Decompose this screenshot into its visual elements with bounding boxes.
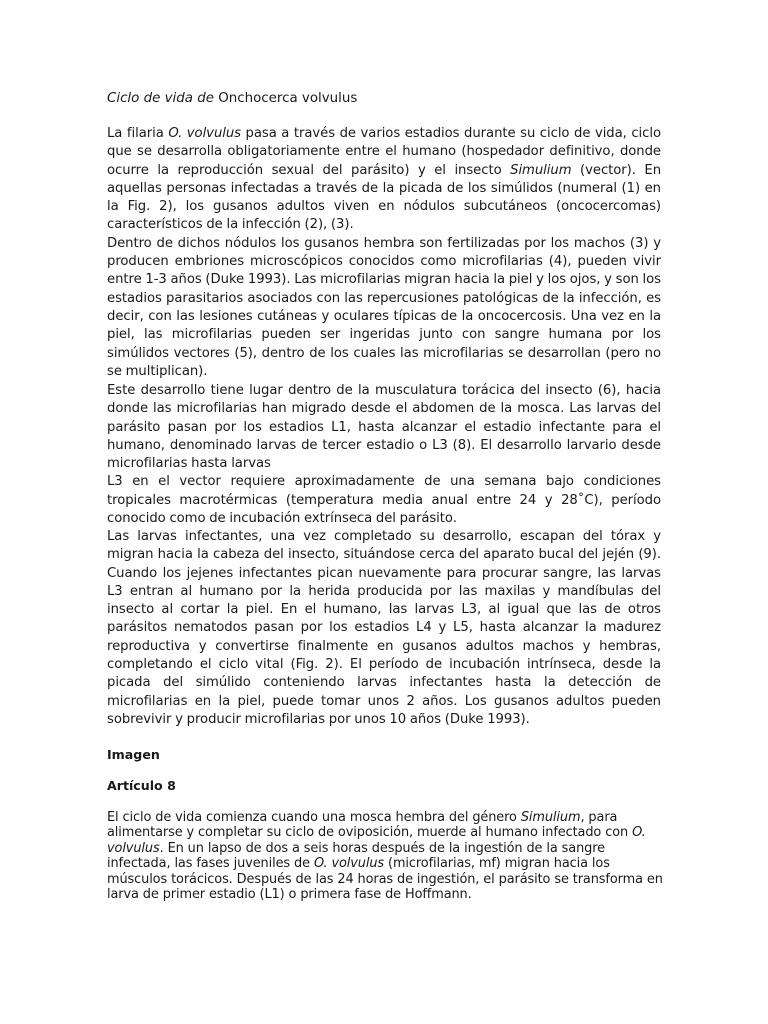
p2-text-1: Este desarrollo tiene lugar dentro de la musculatura torácica del insecto (6), hacia donde las microfilarias han migrado desde el abdomen de la mosca. Las larvas del parásito pasan por los estadios L1, hasta alcanzar el estadio infectante para el humano, denominado larvas de tercer estadio o L3 (8). El desarrollo larvario desde microfilarias hasta larvas bbox=[107, 383, 661, 472]
p4-vector-name: Simulium bbox=[520, 810, 581, 825]
document-title bbox=[107, 90, 357, 108]
p4-text-1: El ciclo de vida comienza cuando una mosca hembra del género bbox=[107, 810, 521, 825]
paragraph-life-cycle bbox=[107, 125, 661, 381]
heading-imagen: Imagen bbox=[107, 747, 160, 762]
p4-species-name-1: O. volvulus bbox=[107, 825, 646, 856]
paragraph-article-8 bbox=[107, 810, 663, 902]
p4-text-4: (microfilarias, mf) migran hacia los músculos torácicos. Después de las 24 horas de ingestión, el parásito se transforma en larva de primer estadio (L1) o primera fase de Hoffmann. bbox=[107, 856, 663, 903]
paragraph-infective-larvae: Las larvas infectantes, una vez completado su desarrollo, escapan del tórax y migran hacia la cabeza del insecto, situándose cerca del aparato bucal del jején (9). Cuando los jejenes infectantes pican nuevamente para procurar sangre, las larvas L3 entran al humano por la herida producida por las maxilas y mandíbulas del insecto al cortar la piel. En el humano, las larvas L3, al igual que las de otros parásitos nematodos pasan por los estadios L4 y L5, hasta alcanzar la madurez reproductiva y convertirse finalmente en gusanos adultos machos y hembras, completando el ciclo vital (Fig. 2). El período de incubación intrínseca, desde la picada del simúlido conteniendo larvas infectantes hasta la detección de microfilarias en la piel, puede tomar unos 2 años. Los gusanos adultos pueden sobrevivir y producir microfilarias por unos 10 años (Duke 1993). bbox=[107, 529, 661, 727]
title-italic: Ciclo de vida de bbox=[107, 91, 214, 106]
title-species: Onchocerca volvulus bbox=[213, 91, 358, 106]
p2-text-2: L3 en el vector requiere aproximadamente de una semana bajo condiciones tropicales macrotérmicas (temperatura media anual entre 24 y 28˚C), período conocido como de incubación extrínseca del parásito. bbox=[107, 474, 661, 527]
p4-text-2: , para alimentarse y completar su ciclo de oviposición, muerde al humano infectado con bbox=[107, 810, 633, 841]
paragraph-development bbox=[107, 382, 661, 528]
p1-text-4: Dentro de dichos nódulos los gusanos hembra son fertilizadas por los machos (3) y producen embriones microscópicos conocidos como microfilarias (4), pueden vivir entre 1-3 años (Duke 1993). Las microfilarias migran hacia la piel y los ojos, y son los estadios parasitarios asociados con las repercusiones patológicas de la infección, es decir, con las lesiones cutáneas y oculares típicas de la oncocercosis. Una vez en la piel, las microfilarias pueden ser ingeridas junto con sangre humana por los simúlidos vectores (5), dentro de los cuales las microfilarias se desarrollan (pero no se multiplican). bbox=[107, 235, 661, 379]
p1-species-name: O. volvulus bbox=[168, 126, 241, 141]
p1-text-3: (vector). En aquellas personas infectadas a través de la picada de los simúlidos (numeral (1) en la Fig. 2), los gusanos adultos viven en nódulos subcutáneos (oncocercomas) característicos de la infección (2), (3). bbox=[107, 162, 662, 233]
p4-species-name-2: O. volvulus bbox=[313, 856, 385, 872]
p1-text-1: La filaria bbox=[107, 126, 169, 141]
heading-articulo: Artículo 8 bbox=[107, 778, 176, 793]
p1-vector-name: Simulium bbox=[510, 162, 572, 178]
p4-text-3: . En un lapso de dos a seis horas después de la ingestión de la sangre infectada, las fases juveniles de bbox=[107, 840, 605, 872]
p1-text-2: pasa a través de varios estadios durante su ciclo de vida, ciclo que se desarrolla obligatoriamente entre el humano (hospedador definitivo, donde ocurre la reproducción sexual del parásito) y el insecto bbox=[107, 126, 661, 178]
